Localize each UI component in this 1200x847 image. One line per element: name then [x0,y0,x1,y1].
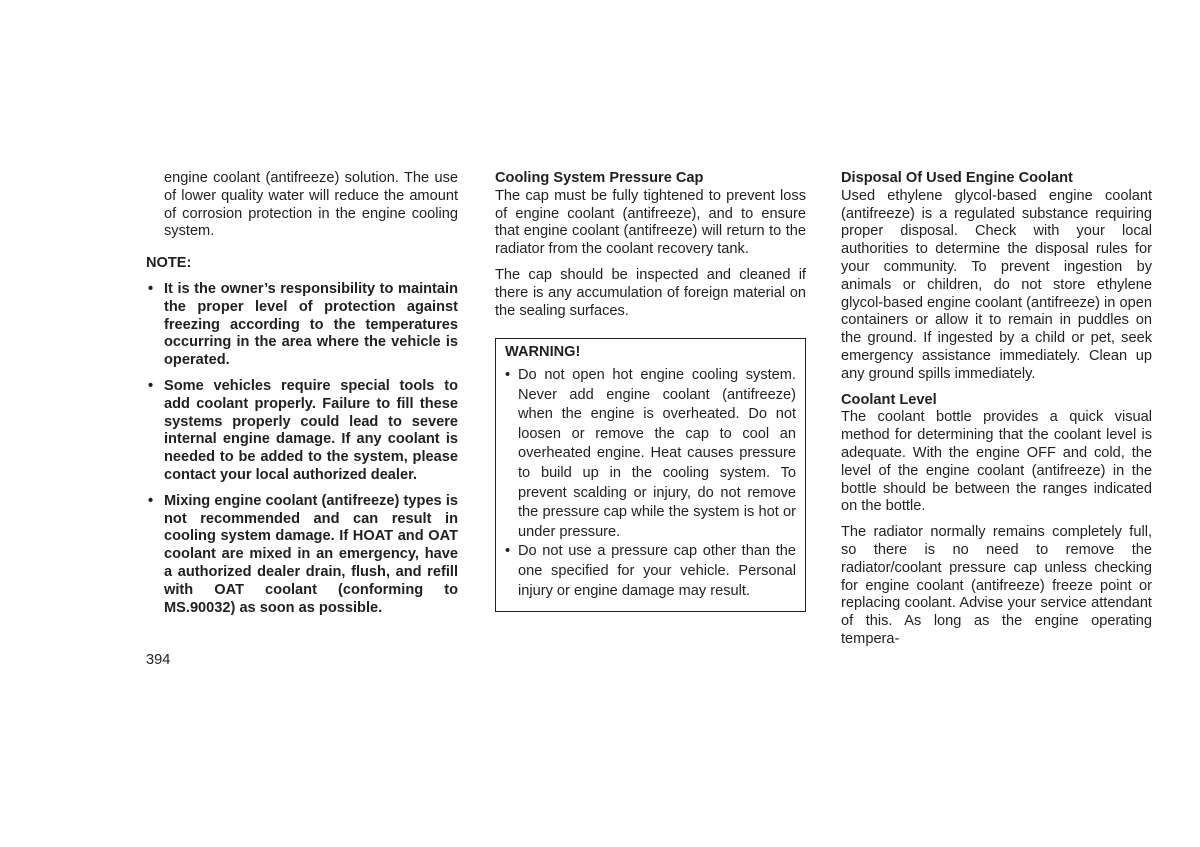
left-column [146,170,458,625]
right-column [841,170,1152,649]
warning-item: • Do not use a pressure cap other than the one specified for your vehicle. Personal injury or engine damage may result. [505,542,796,601]
note-label: NOTE: [146,255,192,272]
note-item: • It is the owner’s responsibility to maintain the proper level of protection against freezing according to the temperatures occurring in the area where the vehicle is operated. [146,281,458,370]
pressure-cap-paragraph: The cap must be fully tightened to prevent loss of engine coolant (antifreeze), and to ensure that engine coolant (antifreeze) will return to the radiator from the coolant recovery tank. [495,187,806,258]
pressure-cap-heading: Cooling System Pressure Cap [495,170,704,186]
warning-item: • Do not open hot engine cooling system. Never add engine coolant (antifreeze) when the engine is overheated. Do not loosen or remove the cap to cool an overheated engine. Heat causes pressure to build up in the cooling system. To prevent scalding or injury, do not remove the pressure cap while the system is hot or under pressure. [505,366,796,542]
warning-list [505,366,796,601]
note-list [146,281,458,617]
warning-box [495,338,806,612]
inspection-paragraph: The cap should be inspected and cleaned if there is any accumulation of foreign material on the sealing surfaces. [495,266,806,319]
coolant-level-heading: Coolant Level [841,391,937,408]
page-number: 394 [146,652,171,668]
middle-column [495,170,806,612]
disposal-heading: Disposal Of Used Engine Coolant [841,170,1073,186]
note-item: • Mixing engine coolant (antifreeze) types is not recommended and can result in cooling system damage. If HOAT and OAT coolant are mixed in an emergency, have a authorized dealer drain, flush, and refill with OAT coolant (conforming to MS.90032) as soon as possible. [146,493,458,618]
note-item: • Some vehicles require special tools to add coolant properly. Failure to fill these systems properly could lead to severe internal engine damage. If any coolant is needed to be added to the system, please contact your local authorized dealer. [146,378,458,485]
disposal-paragraph: Used ethylene glycol-based engine coolant (antifreeze) is a regulated substance requiring proper disposal. Check with your local authorities to determine the disposal rules for your community. To prevent ingestion by animals or children, do not store ethylene glycol-based engine coolant (antifreeze) in open containers or allow it to remain in puddles on the ground. If ingested by a child or pet, seek emergency assistance immediately. Clean up any ground spills immediately. [841,187,1152,382]
warning-title: WARNING! [505,344,581,361]
intro-paragraph: engine coolant (antifreeze) solution. The use of lower quality water will reduce the amount of corrosion protection in the engine cooling system. [164,170,458,240]
coolant-level-paragraph: The coolant bottle provides a quick visual method for determining that the coolant level is adequate. With the engine OFF and cold, the level of the engine coolant (antifreeze) in the bottle should be between the ranges indicated on the bottle. [841,409,1152,515]
radiator-paragraph: The radiator normally remains completely full, so there is no need to remove the radiator/coolant pressure cap unless checking for engine coolant (antifreeze) freeze point or replacing coolant. Advise your service attendant of this. As long as the engine operating tempera- [841,524,1152,647]
